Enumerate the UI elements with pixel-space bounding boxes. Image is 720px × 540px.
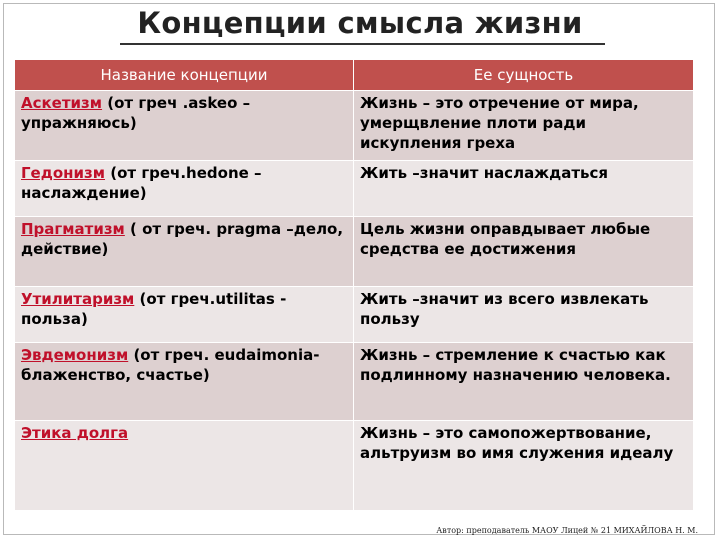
concept-cell (15, 287, 354, 343)
essence-cell: Жить –значит наслаждаться (354, 161, 694, 217)
concept-term: Аскетизм (21, 94, 103, 112)
concept-cell (15, 91, 354, 161)
concept-origin: (от греч .askeo – упражняюсь) (21, 94, 251, 132)
table-row (15, 421, 694, 511)
essence-cell: Жизнь – стремление к счастью как подлинному назначению человека. (354, 343, 694, 421)
concept-cell (15, 421, 354, 511)
author-footer: Автор: преподаватель МАОУ Лицей № 21 МИХАЙЛОВА Н. М. (436, 526, 698, 535)
slide-title: Концепции смысла жизни (137, 6, 583, 40)
table-row (15, 287, 694, 343)
concept-origin: (от греч.utilitas - польза) (21, 290, 287, 328)
essence-cell: Жить –значит из всего извлекать пользу (354, 287, 694, 343)
concept-term: Гедонизм (21, 164, 106, 182)
table-row (15, 161, 694, 217)
concepts-table (14, 59, 694, 511)
concept-cell (15, 343, 354, 421)
concept-term: Эвдемонизм (21, 346, 129, 364)
concept-cell (15, 161, 354, 217)
essence-cell: Жизнь – это самопожертвование, альтруизм во имя служения идеалу (354, 421, 694, 511)
essence-cell: Цель жизни оправдывает любые средства ее достижения (354, 217, 694, 287)
table-row (15, 343, 694, 421)
title-underline (120, 43, 605, 45)
concept-origin: (от греч. eudaimonia- блаженство, счастье) (21, 346, 320, 384)
concept-origin: ( от греч. pragma –дело, действие) (21, 220, 344, 258)
table-row (15, 217, 694, 287)
table-row (15, 91, 694, 161)
header-essence: Ее сущность (354, 60, 694, 91)
table-header-row (15, 60, 694, 91)
concept-term: Прагматизм (21, 220, 125, 238)
concept-term: Утилитаризм (21, 290, 135, 308)
concept-term: Этика долга (21, 424, 129, 442)
concept-origin: (от греч.hedone – наслаждение) (21, 164, 262, 202)
concept-cell (15, 217, 354, 287)
essence-cell: Жизнь – это отречение от мира, умерщвление плоти ради искупления греха (354, 91, 694, 161)
header-concept-name: Название концепции (15, 60, 354, 91)
